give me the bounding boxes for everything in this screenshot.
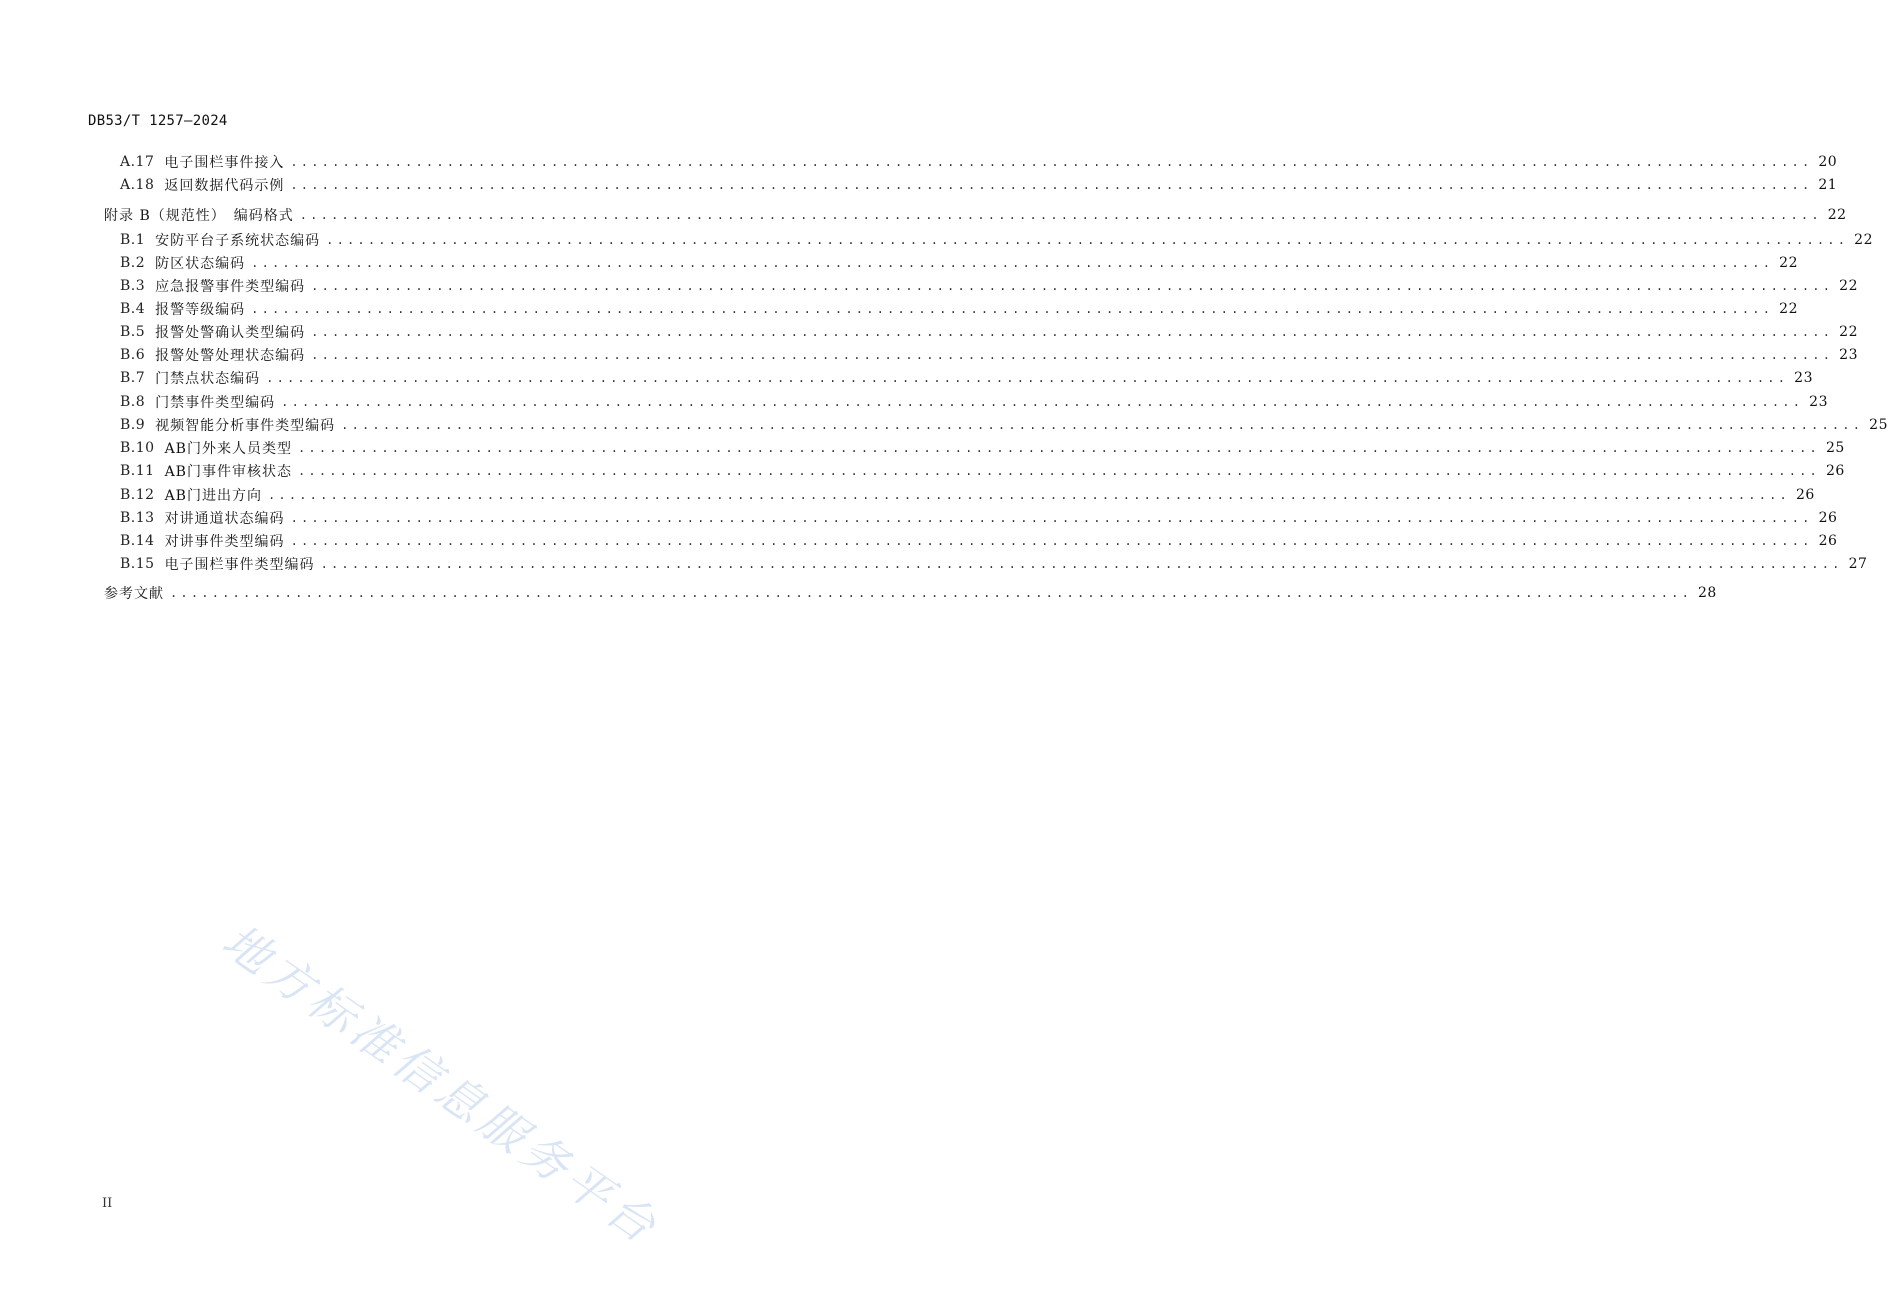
toc-entry-title: 报警处警确认类型编码 <box>155 325 306 341</box>
toc-entry[interactable] <box>120 275 1858 297</box>
dot-leader: .................................................................................................................................................. <box>290 534 1813 548</box>
toc-entry-title: 安防平台子系统状态编码 <box>155 233 321 249</box>
toc-entry-title: 报警等级编码 <box>155 302 246 318</box>
toc-entry-title: 报警处警处理状态编码 <box>155 348 306 364</box>
toc-entry-number: B.14 <box>120 533 155 549</box>
toc-entry-page: 22 <box>1827 207 1847 223</box>
toc-entry[interactable] <box>120 367 1813 389</box>
toc-entry-title: 返回数据代码示例 <box>164 178 285 194</box>
dot-leader: .................................................................................................................................................. <box>297 464 1820 478</box>
toc-entry-number: B.9 <box>120 417 146 433</box>
toc-entry-page: 26 <box>1795 487 1815 503</box>
toc-entry[interactable] <box>120 530 1838 552</box>
toc-entry[interactable] <box>120 252 1798 274</box>
dot-leader: .................................................................................................................................................. <box>290 155 1813 169</box>
page-number: II <box>102 1196 113 1211</box>
dot-leader: .................................................................................................................................................. <box>266 371 1789 385</box>
toc-entry-number: B.11 <box>120 463 155 479</box>
toc-appendix-entry[interactable] <box>104 204 1847 226</box>
toc-entry-title: AB门进出方向 <box>164 488 262 504</box>
dot-leader: .................................................................................................................................................. <box>251 302 1774 316</box>
toc-entry-number: A.17 <box>120 154 155 170</box>
toc-entry-title: 电子围栏事件类型编码 <box>164 557 315 573</box>
dot-leader: .................................................................................................................................................. <box>267 488 1790 502</box>
toc-entry-page: 28 <box>1698 585 1717 601</box>
dot-leader: .................................................................................................................................................. <box>170 586 1692 600</box>
toc-entry-number: B.2 <box>120 255 146 271</box>
toc-entry-title: 对讲通道状态编码 <box>164 511 285 527</box>
toc-entry-title: AB门事件审核状态 <box>164 464 292 480</box>
toc-entry-title: 防区状态编码 <box>155 256 246 272</box>
toc-entry[interactable] <box>120 553 1868 575</box>
toc-references-entry[interactable] <box>104 582 1717 604</box>
toc-entry[interactable] <box>120 484 1815 506</box>
toc-entry-page: 20 <box>1818 154 1838 170</box>
toc-entry-number: A.18 <box>120 177 155 193</box>
toc-entry-title: 电子围栏事件接入 <box>164 155 285 171</box>
toc-entry-page: 23 <box>1809 394 1828 410</box>
toc-entry-number: B.13 <box>120 510 155 526</box>
dot-leader: .................................................................................................................................................. <box>311 279 1834 293</box>
dot-leader: .................................................................................................................................................. <box>299 208 1822 222</box>
dot-leader: .................................................................................................................................................. <box>311 348 1834 362</box>
toc-entry-page: 22 <box>1854 232 1873 248</box>
toc-entry-number: B.10 <box>120 440 155 456</box>
toc-entry-title: 门禁点状态编码 <box>155 371 261 387</box>
toc-entry[interactable] <box>120 229 1873 251</box>
toc-entry-page: 25 <box>1825 440 1845 456</box>
toc-entry-number: B.7 <box>120 370 146 386</box>
toc-entry-page: 22 <box>1839 278 1858 294</box>
toc-entry[interactable] <box>120 151 1838 173</box>
dot-leader: .................................................................................................................................................. <box>281 395 1804 409</box>
toc-entry-page: 23 <box>1839 347 1858 363</box>
toc-entry-page: 21 <box>1818 177 1838 193</box>
toc-entry[interactable] <box>120 344 1858 366</box>
dot-leader: .................................................................................................................................................. <box>311 325 1834 339</box>
toc-entry-page: 25 <box>1869 417 1888 433</box>
toc-entry-page: 27 <box>1848 556 1868 572</box>
toc-entry-number: B.12 <box>120 487 155 503</box>
dot-leader: .................................................................................................................................................. <box>341 418 1864 432</box>
toc-entry[interactable] <box>120 321 1858 343</box>
toc-entry-title: 对讲事件类型编码 <box>164 534 285 550</box>
watermark: 地方标准信息服务平台 <box>212 913 670 1256</box>
toc-entry-number: B.5 <box>120 324 146 340</box>
toc-entry-number: B.4 <box>120 301 146 317</box>
toc-entry-number: B.1 <box>120 232 146 248</box>
toc-entry-page: 22 <box>1779 301 1798 317</box>
toc-entry-title: 门禁事件类型编码 <box>155 395 276 411</box>
dot-leader: .................................................................................................................................................. <box>297 441 1820 455</box>
toc-entry-page: 26 <box>1818 533 1838 549</box>
toc-entry-title: 应急报警事件类型编码 <box>155 279 306 295</box>
toc-entry-title: 视频智能分析事件类型编码 <box>155 418 336 434</box>
toc-entry-title: 参考文献 <box>104 586 164 602</box>
dot-leader: .................................................................................................................................................. <box>290 511 1813 525</box>
toc-entry-title: AB门外来人员类型 <box>164 441 292 457</box>
dot-leader: .................................................................................................................................................. <box>251 256 1774 270</box>
toc-entry-number: B.3 <box>120 278 146 294</box>
toc-entry-title: 附录 B（规范性） 编码格式 <box>104 208 294 224</box>
dot-leader: .................................................................................................................................................. <box>290 178 1813 192</box>
dot-leader: .................................................................................................................................................. <box>320 557 1843 571</box>
toc-entry[interactable] <box>120 437 1845 459</box>
toc-entry[interactable] <box>120 414 1888 436</box>
toc-entry[interactable] <box>120 460 1845 482</box>
toc-entry[interactable] <box>120 391 1828 413</box>
document-id: DB53/T 1257—2024 <box>88 113 228 129</box>
toc-entry-page: 26 <box>1818 510 1838 526</box>
toc-entry-number: B.8 <box>120 394 146 410</box>
toc-entry-page: 26 <box>1825 463 1845 479</box>
toc-entry[interactable] <box>120 507 1838 529</box>
toc-entry[interactable] <box>120 174 1838 196</box>
toc-entry-number: B.6 <box>120 347 146 363</box>
toc-entry[interactable] <box>120 298 1798 320</box>
toc-entry-page: 22 <box>1779 255 1798 271</box>
toc-entry-page: 22 <box>1839 324 1858 340</box>
toc-entry-number: B.15 <box>120 556 155 572</box>
dot-leader: .................................................................................................................................................. <box>326 233 1849 247</box>
toc-entry-page: 23 <box>1794 370 1813 386</box>
